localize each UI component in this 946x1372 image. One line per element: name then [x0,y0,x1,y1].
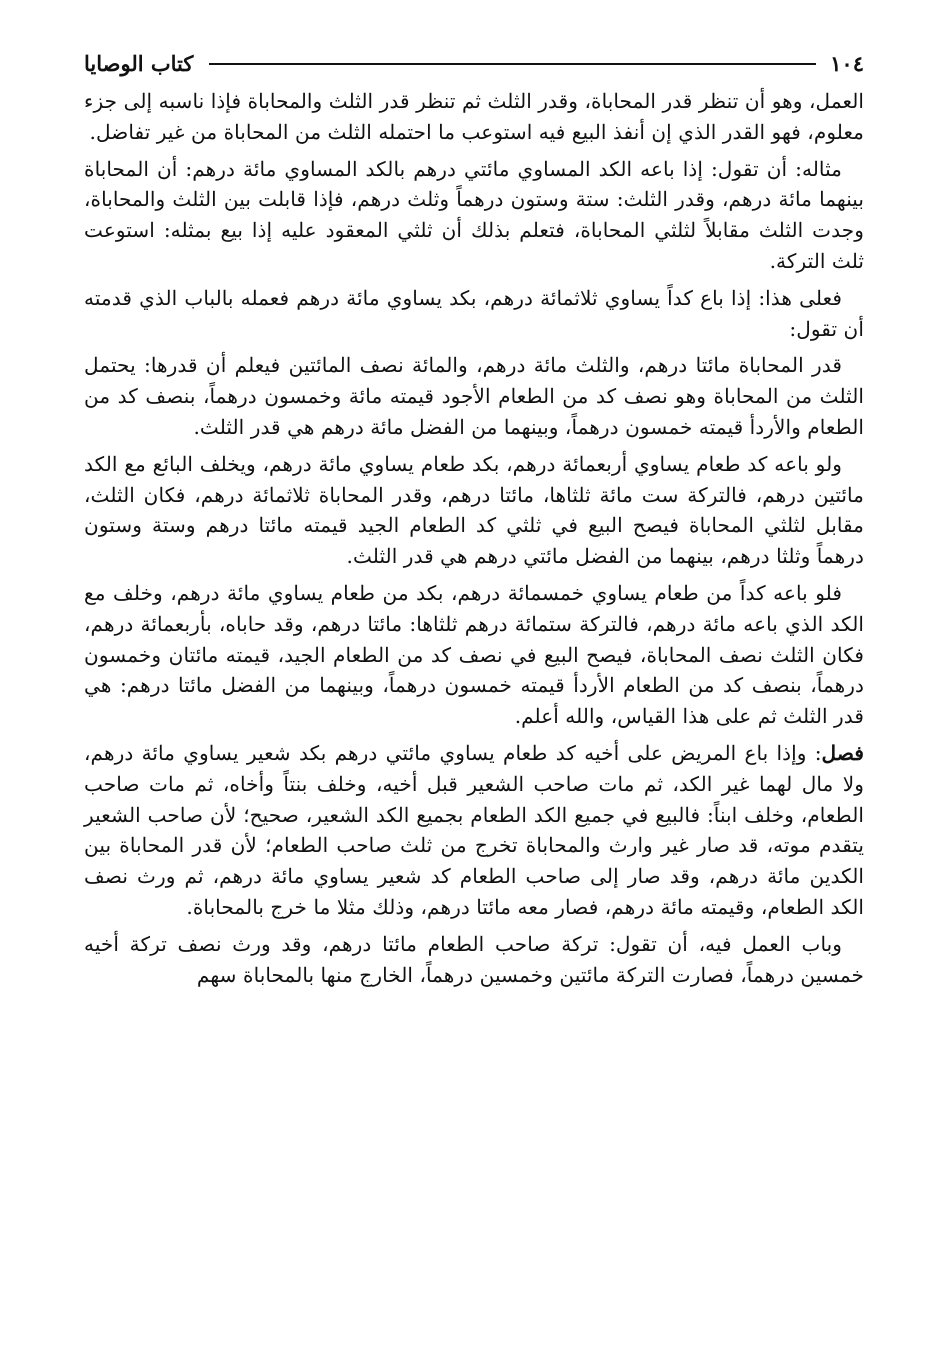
paragraph: ولو باعه كد طعام يساوي أربعمائة درهم، بكد طعام يساوي مائة درهم، ويخلف البائع مع الكد مائتين درهم، فالتركة ست مائة ثلثاها، مائتا درهم، وقدر المحاباة ثلاثمائة درهم، فكان الثلث، مقابل لثلثي المحاباة فيصح البيع في ثلثي كد الطعام الجيد قيمته مائتا درهم وستة وستون درهماً وثلثا درهم، بينهما من الفضل مائتي درهم هي قدر الثلث. [84,451,864,569]
fasl-text: : وإذا باع المريض على أخيه كد طعام يساوي مائتي درهم بكد شعير يساوي مائة درهم، ولا مال لهما غير الكد، ثم مات صاحب الشعير قبل أخيه، وخلف بنتاً وأخاه، ثم مات صاحب الطعام، وخلف ابناً: فالبيع في جميع الكد الطعام بجميع الكد الشعير، صحيح؛ لأن صاحب الشعير يتقدم موته، قد صار غير وارث والمحاباة تخرج من ثلث صاحب الطعام؛ لأن قدر المحاباة بين الكدين مائة درهم، وقد صار إلى صاحب الطعام كد شعير يساوي مائة درهم، ثم ورث نصف الكد الطعام، وقيمته مائة درهم، فصار معه مائتا درهم، وذلك مثلا ما خرج بالمحاباة. [84,740,864,919]
paragraph: العمل، وهو أن تنظر قدر المحاباة، وقدر الثلث ثم تنظر قدر الثلث والمحاباة فإذا ناسبه إلى جزء معلوم، فهو القدر الذي إن أنفذ البيع فيه استوعب ما احتمله الثلث من المحاباة من غير تفاضل. [84,89,864,144]
paragraph: وباب العمل فيه، أن تقول: تركة صاحب الطعام مائتا درهم، وقد ورث نصف تركة أخيه خمسين درهماً، فصارت التركة مائتين وخمسين درهماً، الخارج منها بالمحاباة سهم [84,931,864,987]
header-rule [209,63,816,65]
running-header [84,44,864,84]
fasl-label: فصل [821,740,864,765]
paragraph: مثاله: أن تقول: إذا باعه الكد المساوي مائتي درهم بالكد المساوي مائة درهم: أن المحاباة بينهما مائة درهم، وقدر الثلث: ستة وستون درهماً وثلث درهم، فإذا قابلت بين الثلث والمحاباة، وجدت الثلث مقابلاً لثلثي المحاباة، فتعلم بذلك أن ثلثي المعقود عليه إذا بيع بمثله: استوعت ثلث التركة. [84,156,864,273]
paragraph: قدر المحاباة مائتا درهم، والثلث مائة درهم، والمائة نصف المائتين فيعلم أن قدرها: يحتمل الثلث من المحاباة وهو نصف كد من الطعام الأجود قيمته مائة وخمسون درهماً، بنصف كد من الطعام والأردأ قيمته خمسون درهماً، وبينهما من الفضل مائة درهم هي قدر الثلث. [84,353,864,439]
fasl-paragraph [84,738,864,923]
book-title: كتاب الوصايا [84,51,194,76]
paragraph: فلو باعه كداً من طعام يساوي خمسمائة درهم، بكد من طعام يساوي مائة درهم، وخلف مع الكد الذي باعه مائة درهم، فالتركة ستمائة درهم ثلثاها: مائتا درهم، وقد حاباه، بأربعمائة درهم، فكان الثلث نصف المحاباة، فيصح البيع في نصف كد من الطعام الجيد، قيمته مائتان وخمسون درهماً، بنصف كد من الطعام الأردأ قيمته خمسون درهماً، وبينهما من الفضل مائتا درهم: هي قدر الثلث ثم على هذا القياس، والله أعلم. [84,580,864,729]
page-body [84,86,864,990]
book-page [84,44,864,1354]
paragraph: فعلى هذا: إذا باع كداً يساوي ثلاثمائة درهم، بكد يساوي مائة درهم فعمله بالباب الذي قدمته أن تقول: [84,285,864,341]
page-number: ١٠٤ [830,51,864,76]
